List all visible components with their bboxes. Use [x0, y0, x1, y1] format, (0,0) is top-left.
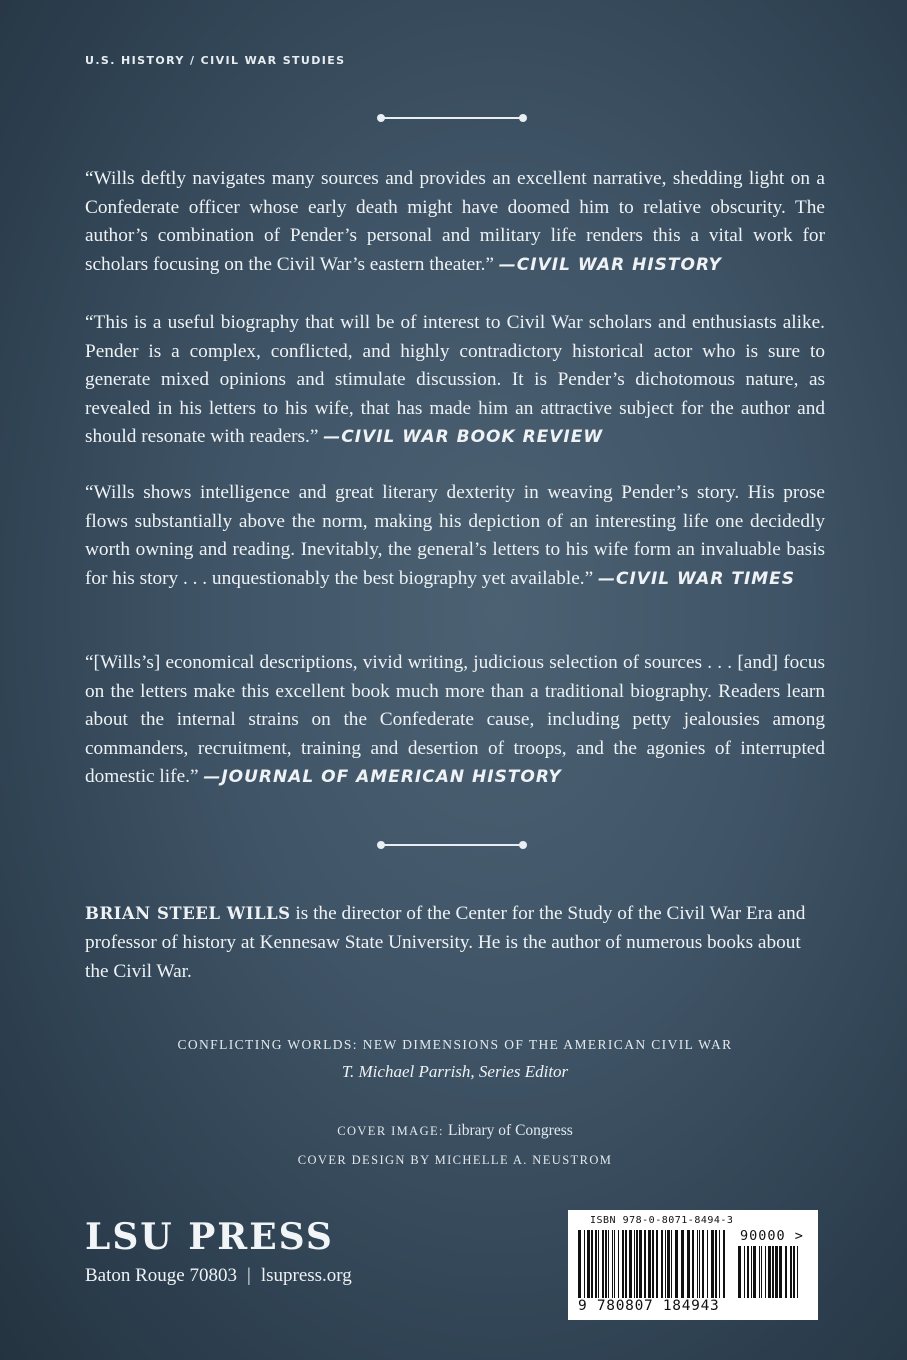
- cover-image-credit: [85, 1122, 825, 1140]
- category-label: U.S. HISTORY / CIVIL WAR STUDIES: [85, 54, 346, 67]
- publisher-logo: LSU PRESS: [85, 1216, 334, 1258]
- review-quote: [85, 649, 825, 792]
- ornament-divider: [377, 840, 527, 850]
- ornament-divider: [377, 113, 527, 123]
- quote-text: “[Wills’s] economical descriptions, vivid writing, judicious selection of sources . . . [and] focus on the letters make this excellent book much more than a traditional biography. Readers learn about the internal strains on the Confederate cause, including petty jealousies among commanders, recruitment, training and desertion of troops, and the agonies of interrupted domestic life.”: [85, 652, 825, 788]
- price-addon-bars: [738, 1246, 800, 1298]
- cover-design-credit: [85, 1151, 825, 1169]
- quote-source: —CIVIL WAR BOOK REVIEW: [323, 427, 604, 448]
- series-editor: T. Michael Parrish, Series Editor: [341, 1062, 569, 1081]
- isbn-label: ISBN 978-0-8071-8494-3: [590, 1215, 734, 1226]
- quote-text: “Wills deftly navigates many sources and provides an excellent narrative, shedding light on a Confederate officer whose early death might have doomed him to relative obscurity. The author’s combination of Pender’s personal and military life renders this a vital work for scholars focusing on the Civil War’s eastern theater.”: [85, 168, 825, 275]
- publisher-website: lsupress.org: [260, 1265, 352, 1286]
- series-title: CONFLICTING WORLDS: NEW DIMENSIONS OF THE AMERICAN CIVIL WAR: [177, 1037, 733, 1052]
- cover-design-text: COVER DESIGN BY MICHELLE A. NEUSTROM: [297, 1153, 613, 1167]
- publisher-city: Baton Rouge 70803: [85, 1265, 237, 1286]
- quote-source: —CIVIL WAR HISTORY: [498, 254, 722, 275]
- isbn-number: 9 780807 184943: [578, 1298, 720, 1314]
- price-code: 90000 >: [740, 1228, 804, 1244]
- quote-text: “Wills shows intelligence and great literary dexterity in weaving Pender’s story. His prose flows substantially above the norm, making his depiction of an interesting life one decidedly worth owning and reading. Inevitably, the general’s letters to his wife form an invaluable basis for his story . . . unquestionably the best biography yet available.”: [85, 482, 825, 589]
- quote-source: —JOURNAL OF AMERICAN HISTORY: [203, 767, 562, 788]
- review-quote: [85, 165, 825, 279]
- isbn-barcode: [568, 1210, 818, 1320]
- address-separator: |: [247, 1265, 251, 1286]
- publisher-address: [85, 1265, 352, 1287]
- review-quote: [85, 479, 825, 593]
- cover-image-value: Library of Congress: [447, 1122, 573, 1139]
- ean-barcode-bars: [578, 1230, 728, 1298]
- quote-text: “This is a useful biography that will be of interest to Civil War scholars and enthusiasts alike. Pender is a complex, conflicted, and highly contradictory historical actor who is sure to generate mixed opinions and stimulate discussion. It is Pender’s dichotomous nature, as revealed in his letters to his wife, that has made him an attractive subject for the author and should resonate with readers.”: [85, 312, 825, 448]
- review-quote: [85, 309, 825, 452]
- author-bio: [85, 899, 825, 986]
- quote-source: —CIVIL WAR TIMES: [598, 568, 796, 589]
- cover-image-label: COVER IMAGE:: [337, 1124, 444, 1138]
- author-name: BRIAN STEEL WILLS: [85, 904, 291, 923]
- author-bio-text: is the director of the Center for the Study of the Civil War Era and professor of history at Kennesaw State University. He is the author of numerous books about the Civil War.: [85, 903, 806, 982]
